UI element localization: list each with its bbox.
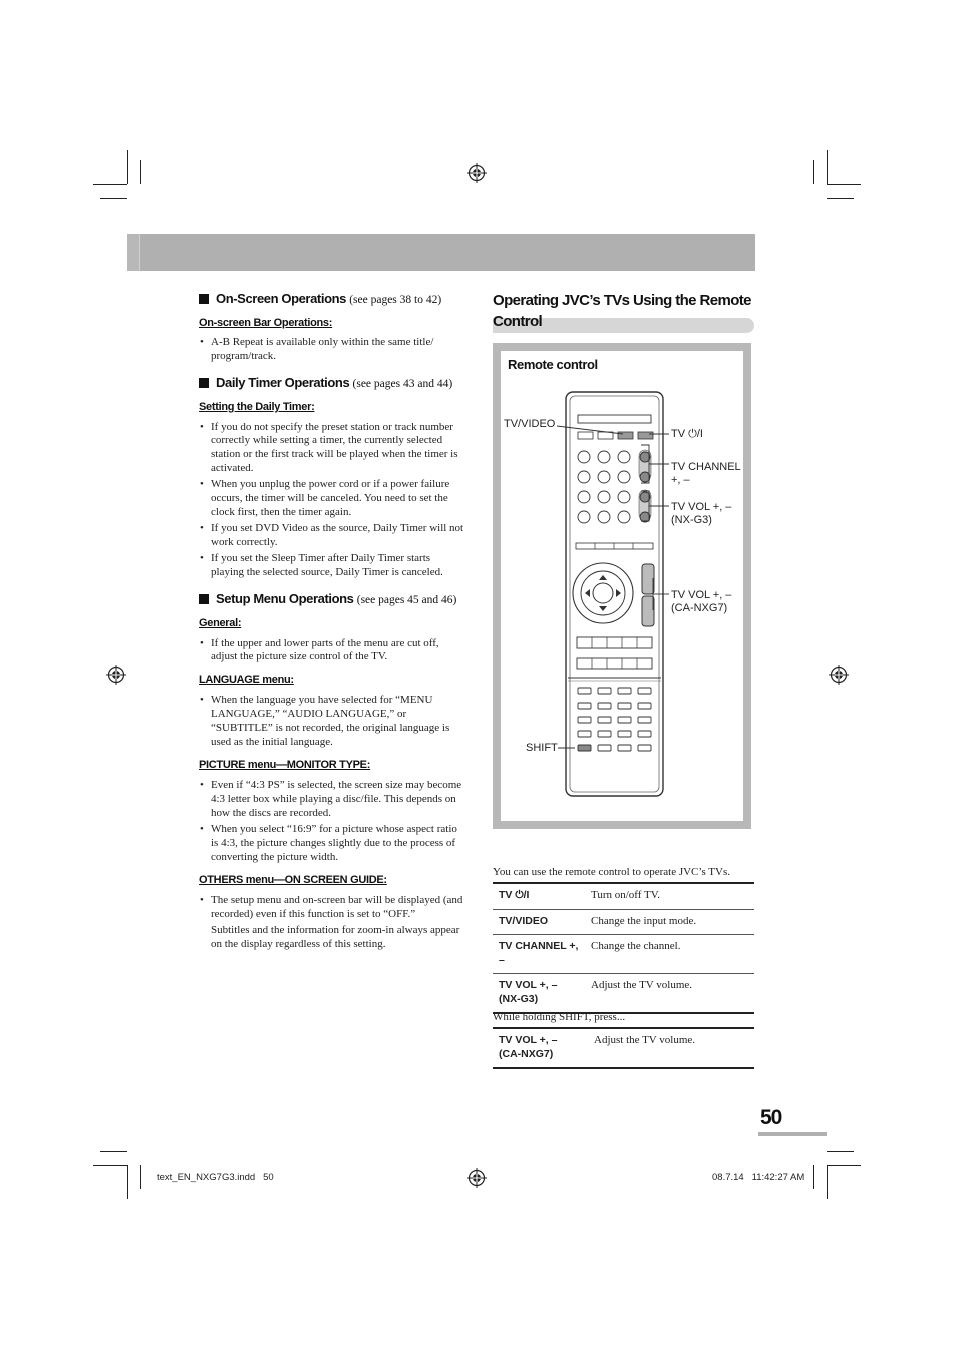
table-key: TV VOL +, – (CA-NXG7) <box>499 1034 558 1060</box>
registration-mark-icon <box>829 665 849 685</box>
left-column <box>199 291 464 952</box>
shift-note: While holding SHIFT, press... <box>493 1011 626 1023</box>
page-reference: (see pages 45 and 46) <box>356 593 457 606</box>
section-title-daily-timer: Daily Timer Operations (see pages 43 and 44) <box>199 375 464 390</box>
bullet-list <box>199 894 464 922</box>
crop-mark <box>140 160 141 184</box>
subsection-title: Setting the Daily Timer: <box>199 400 315 413</box>
bullet-list <box>199 694 464 749</box>
list-item: • If you set DVD Video as the source, Daily Timer will not work correctly. <box>199 522 464 550</box>
table-key: TV/VIDEO <box>499 914 549 927</box>
subsection-title: On-screen Bar Operations: <box>199 317 333 329</box>
subsection-title: LANGUAGE menu: <box>199 674 294 687</box>
callout-leader-lines <box>493 343 751 829</box>
table-key: TV ⏻/I <box>499 889 530 901</box>
crop-mark <box>93 184 127 185</box>
figure-label: Remote control <box>508 357 598 372</box>
list-item: • A-B Repeat is available only within the same title/ program/track. <box>199 336 464 364</box>
list-item: • When the language you have selected for “MENU LANGUAGE,” “AUDIO LANGUAGE,” or “SUBTITLE” is not recorded, the original language is used as the initial language. <box>199 694 464 749</box>
note-text: Subtitles and the information for zoom-in always appear on the display regardless of this setting. <box>211 924 460 951</box>
table-key: TV CHANNEL +, – <box>499 940 579 966</box>
table-value: Change the input mode. <box>591 914 697 927</box>
crop-mark <box>827 1151 854 1152</box>
square-bullet-icon <box>199 594 209 604</box>
table-key: TV VOL +, – (NX-G3) <box>499 979 558 1005</box>
list-item: • Even if “4:3 PS” is selected, the screen size may become 4:3 letter box while playing a disc/file. This depends on how the discs are recorded. <box>199 779 464 820</box>
table-row <box>493 884 754 909</box>
table-row <box>493 935 754 974</box>
callout-shift: SHIFT <box>526 742 558 754</box>
callout-tv-vol-nx-g3: TV VOL +, – (NX-G3) <box>671 501 732 526</box>
crop-mark <box>827 150 828 184</box>
callout-tv-channel: TV CHANNEL +, – <box>671 461 741 486</box>
intro-text: You can use the remote control to operate JVC’s TVs. <box>493 866 730 878</box>
section-title-onscreen: On-Screen Operations (see pages 38 to 42) <box>199 291 464 306</box>
list-item: • If you set the Sleep Timer after Daily Timer starts playing the selected source, Daily Timer is canceled. <box>199 552 464 580</box>
bullet-list <box>199 637 464 665</box>
subsection-title: General: <box>199 616 242 629</box>
crop-mark <box>813 160 814 184</box>
crop-mark <box>100 198 127 199</box>
list-item: • If the upper and lower parts of the menu are cut off, adjust the picture size control of the TV. <box>199 637 464 665</box>
function-table <box>493 882 754 1014</box>
crop-mark <box>127 150 128 184</box>
page-number-bar <box>758 1132 827 1136</box>
table-value: Turn on/off TV. <box>591 889 660 901</box>
page-reference: (see pages 43 and 44) <box>352 377 453 390</box>
callout-tv-power: TV ⏻/I <box>671 428 703 440</box>
list-item: • If you do not specify the preset station or track number correctly while setting a timer, the currently selected station or the first track will be played when the timer is activated. <box>199 421 464 476</box>
subsection-title: OTHERS menu—ON SCREEN GUIDE: <box>199 874 387 887</box>
header-band <box>127 234 754 271</box>
table-value: Change the channel. <box>591 940 681 952</box>
subsection-title: PICTURE menu—MONITOR TYPE: <box>199 759 371 772</box>
shift-function-table <box>493 1027 754 1069</box>
registration-mark-icon <box>467 163 487 183</box>
crop-mark <box>827 198 854 199</box>
table-row <box>493 909 754 935</box>
list-item: • When you unplug the power cord or if a power failure occurs, the timer will be canceled. You need to set the clock first, then the timer again. <box>199 478 464 519</box>
list-item: • When you select “16:9” for a picture whose aspect ratio is 4:3, the picture changes slightly due to the process of converting the picture width. <box>199 823 464 864</box>
crop-mark <box>813 1165 814 1189</box>
crop-mark <box>127 1165 128 1199</box>
square-bullet-icon <box>199 378 209 388</box>
bullet-list <box>199 779 464 864</box>
footer-filename: text_EN_NXG7G3.indd 50 <box>157 1172 274 1183</box>
crop-mark <box>827 1165 828 1199</box>
registration-mark-icon <box>467 1168 487 1188</box>
bullet-list <box>199 336 464 364</box>
table-value: Adjust the TV volume. <box>594 1034 696 1046</box>
table-value: Adjust the TV volume. <box>591 979 693 991</box>
section-title-setup-menu: Setup Menu Operations (see pages 45 and 46) <box>199 591 464 606</box>
table-row <box>493 974 754 1014</box>
callout-tv-video: TV/VIDEO <box>504 418 556 430</box>
table-row <box>493 1029 754 1068</box>
callout-tv-vol-ca-nxg7: TV VOL +, – (CA-NXG7) <box>671 589 732 614</box>
list-item: • The setup menu and on-screen bar will be displayed (and recorded) even if this function is set to “OFF.” <box>199 894 464 922</box>
crop-mark <box>827 184 861 185</box>
registration-mark-icon <box>106 665 126 685</box>
page-reference: (see pages 38 to 42) <box>349 294 442 306</box>
crop-mark <box>100 1151 127 1152</box>
section-title-tv-remote: Operating JVC’s TVs Using the Remote Control <box>493 292 751 330</box>
crop-mark <box>93 1165 127 1166</box>
footer-timestamp: 08.7.14 11:42:27 AM <box>712 1172 805 1183</box>
square-bullet-icon <box>199 294 209 304</box>
bullet-list <box>199 421 464 580</box>
crop-mark <box>140 1165 141 1189</box>
page-number: 50 <box>760 1106 782 1129</box>
crop-mark <box>827 1165 861 1166</box>
